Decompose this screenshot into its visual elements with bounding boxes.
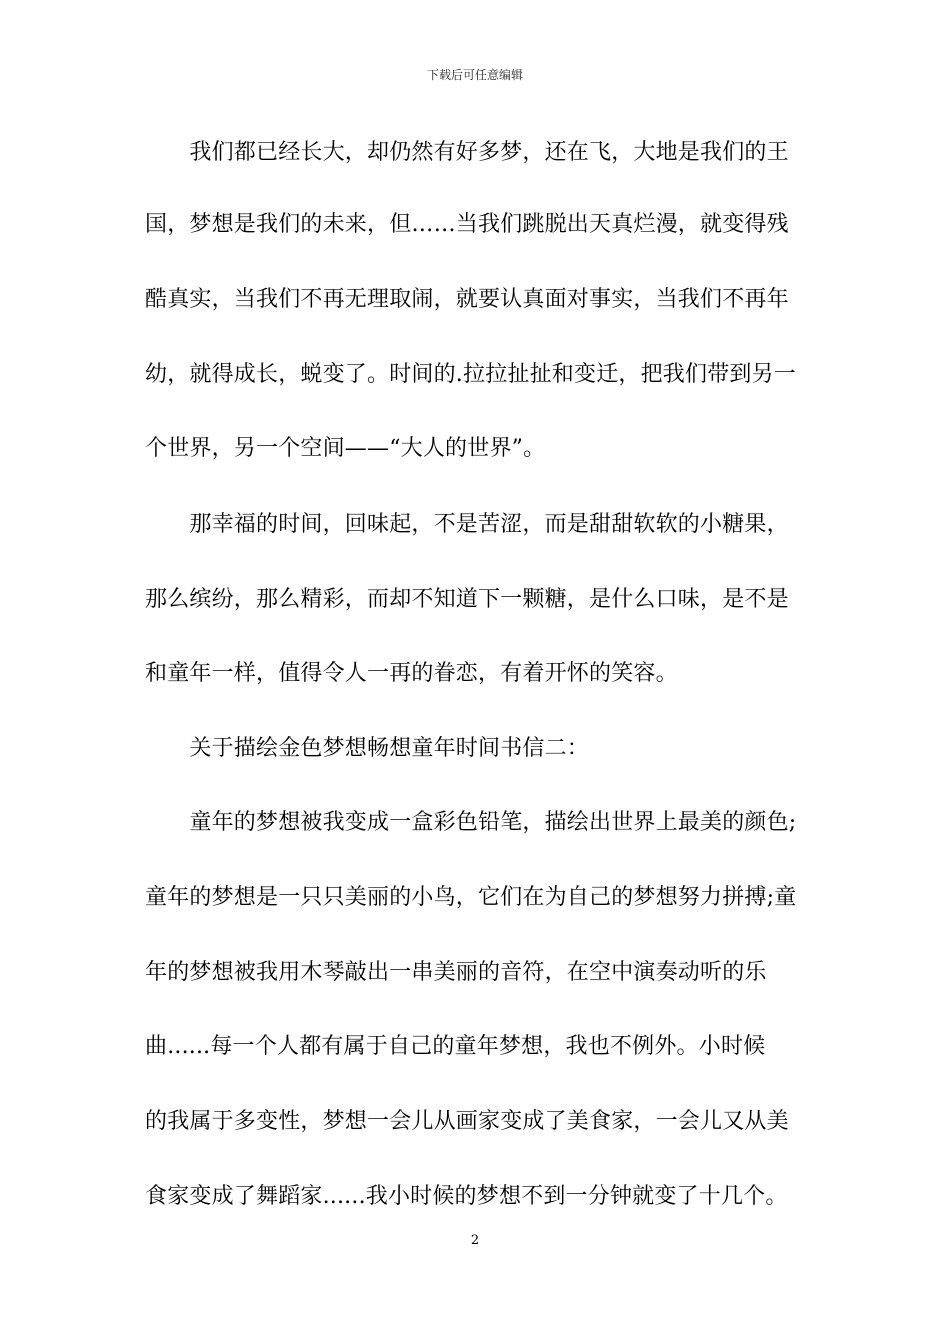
body-line: 幼，就得成长，蜕变了。时间的.拉拉扯扯和变迁，把我们带到另一: [145, 362, 796, 387]
body-line: 和童年一样，值得令人一再的眷恋，有着开怀的笑容。: [145, 661, 678, 686]
section-heading: 关于描绘金色梦想畅想童年时间书信二：: [145, 736, 590, 761]
body-line: 国，梦想是我们的未来，但……当我们跳脱出天真烂漫，就变得残: [145, 212, 789, 237]
body-line: 的我属于多变性，梦想一会儿从画家变成了美食家，一会儿又从美: [145, 1109, 789, 1134]
page-header-note: 下载后可任意编辑: [426, 68, 523, 82]
body-line: 我们都已经长大，却仍然有好多梦，还在飞，大地是我们的王: [145, 140, 789, 165]
body-line: 年的梦想被我用木琴敲出一串美丽的音符，在空中演奏动听的乐: [145, 960, 767, 985]
body-line: 那么缤纷，那么精彩，而却不知道下一颗糖，是什么口味，是不是: [145, 587, 789, 612]
body-line: 童年的梦想被我变成一盒彩色铅笔，描绘出世界上最美的颜色;: [145, 810, 797, 835]
page-number: 2: [470, 1233, 480, 1248]
body-line: 那幸福的时间，回味起，不是苦涩，而是甜甜软软的小糖果，: [145, 512, 789, 537]
body-line: 童年的梦想是一只只美丽的小鸟，它们在为自己的梦想努力拼搏;童: [145, 885, 797, 910]
body-line: 食家变成了舞蹈家......我小时候的梦想不到一分钟就变了十几个。: [145, 1184, 788, 1209]
body-line: 酷真实，当我们不再无理取闹，就要认真面对事实，当我们不再年: [145, 287, 789, 312]
body-line: 曲......每一个人都有属于自己的童年梦想，我也不例外。小时候: [145, 1034, 766, 1059]
body-line: 个世界，另一个空间——“大人的世界”。: [145, 436, 546, 461]
